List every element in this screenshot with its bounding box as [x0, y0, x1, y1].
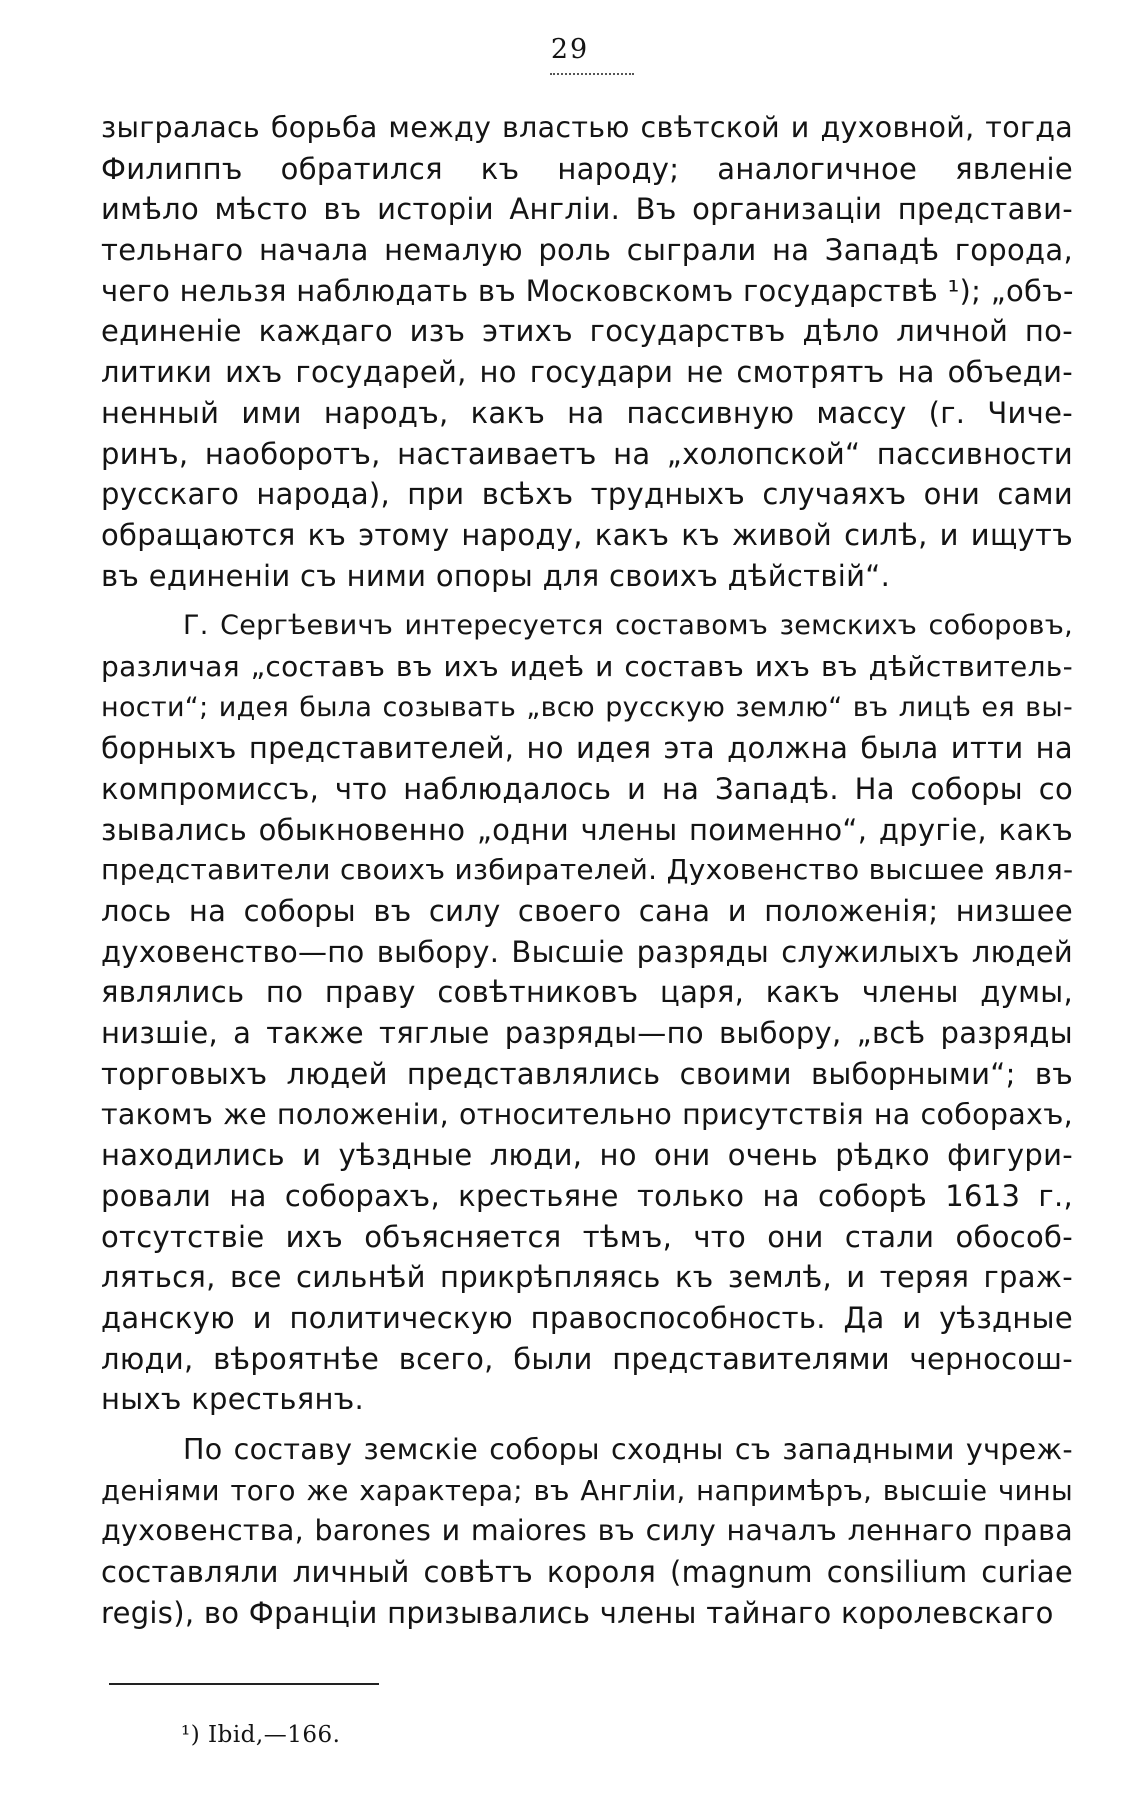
text-line: русскаго народа), при всѣхъ трудныхъ случаяхъ они сами — [101, 477, 1073, 512]
text-line: По составу земскіе соборы сходны съ западными учреж- — [183, 1433, 1073, 1466]
text-line: литики ихъ государей, но государи не смотрятъ на объеди- — [101, 355, 1073, 390]
paragraph — [101, 1430, 1073, 1633]
body-text — [101, 108, 1073, 1633]
footnote — [181, 1722, 340, 1748]
page-number-underline — [550, 73, 634, 75]
paragraph-gap — [101, 596, 1073, 606]
text-line: составляли личный совѣтъ короля (magnum consilium curiae — [101, 1555, 1073, 1590]
text-line: компромиссъ, что наблюдалось и на Западѣ. На соборы со — [101, 772, 1073, 806]
text-line: духовенства, barones и maiores въ силу началъ леннаго права — [101, 1514, 1073, 1548]
text-line: данскую и политическую правоспособность. Да и уѣздные — [101, 1300, 1073, 1335]
text-line: чего нельзя наблюдать въ Московскомъ государствѣ ¹); „объ- — [101, 273, 1074, 308]
footnote-separator — [109, 1683, 379, 1685]
text-line: единеніе каждаго изъ этихъ государствъ дѣло личной по- — [101, 314, 1073, 349]
text-line: обращаются къ этому народу, какъ къ живой силѣ, и ищутъ — [101, 517, 1073, 552]
footnote-marker: ¹) — [181, 1722, 201, 1748]
text-line: отсутствіе ихъ объясняется тѣмъ, что они стали обособ- — [101, 1219, 1073, 1254]
text-line: ненный ими народъ, какъ на пассивную массу (г. Чиче- — [101, 395, 1073, 430]
footnote-text: Ibid,—166. — [208, 1722, 341, 1748]
paragraph — [101, 606, 1073, 1420]
paragraph-gap — [101, 1420, 1073, 1430]
text-line: представители своихъ избирателей. Духовенство высшее явля- — [101, 853, 1074, 887]
text-line: зывались обыкновенно „одни члены поименно“, другіе, какъ — [101, 812, 1073, 847]
text-line: имѣло мѣсто въ исторіи Англіи. Въ организаціи представи- — [101, 192, 1073, 227]
text-line: ляться, все сильнѣй прикрѣпляясь къ землѣ, и теряя граж- — [101, 1260, 1073, 1295]
text-line: тельнаго начала немалую роль сыграли на Западѣ города, — [101, 233, 1073, 268]
text-line: низшіе, а также тяглые разряды—по выбору, „всѣ разряды — [101, 1016, 1073, 1051]
text-line: ныхъ крестьянъ. — [101, 1382, 365, 1417]
text-line: въ единеніи съ ними опоры для своихъ дѣйствій“. — [101, 558, 891, 593]
text-line: такомъ же положеніи, относительно присутствія на соборахъ, — [101, 1097, 1073, 1131]
text-line: Филиппъ обратился къ народу; аналогичное явленіе — [101, 151, 1073, 186]
page-number: 29 — [550, 34, 590, 65]
text-line: ринъ, наоборотъ, настаиваетъ на „холопской“ пассивности — [101, 436, 1073, 471]
text-line: regis), во Франціи призывались члены тайнаго королевскаго — [101, 1595, 1054, 1630]
text-line: лось на соборы въ силу своего сана и положенія; низшее — [101, 894, 1073, 929]
text-line: ровали на соборахъ, крестьяне только на соборѣ 1613 г., — [101, 1178, 1073, 1213]
paragraph — [101, 108, 1073, 596]
text-line: духовенство—по выбору. Высшіе разряды служилыхъ людей — [101, 934, 1073, 969]
text-line: борныхъ представителей, но идея эта должна была итти на — [101, 731, 1073, 766]
text-line: являлись по праву совѣтниковъ царя, какъ члены думы, — [101, 975, 1073, 1010]
text-line: находились и уѣздные люди, но они очень рѣдко фигури- — [101, 1138, 1073, 1173]
text-line: люди, вѣроятнѣе всего, были представителями черносош- — [101, 1341, 1073, 1376]
text-line: ности“; идея была созывать „всю русскую землю“ въ лицѣ ея вы- — [101, 691, 1073, 723]
text-line: деніями того же характера; въ Англіи, напримѣръ, высшіе чины — [101, 1474, 1073, 1507]
text-line: Г. Сергѣевичъ интересуется составомъ земскихъ соборовъ, — [183, 610, 1073, 642]
text-line: различая „составъ въ ихъ идеѣ и составъ ихъ въ дѣйствитель- — [101, 649, 1073, 683]
text-line: зыгралась борьба между властью свѣтской и духовной, тогда — [101, 111, 1073, 144]
text-line: торговыхъ людей представлялись своими выборными“; въ — [101, 1056, 1073, 1091]
